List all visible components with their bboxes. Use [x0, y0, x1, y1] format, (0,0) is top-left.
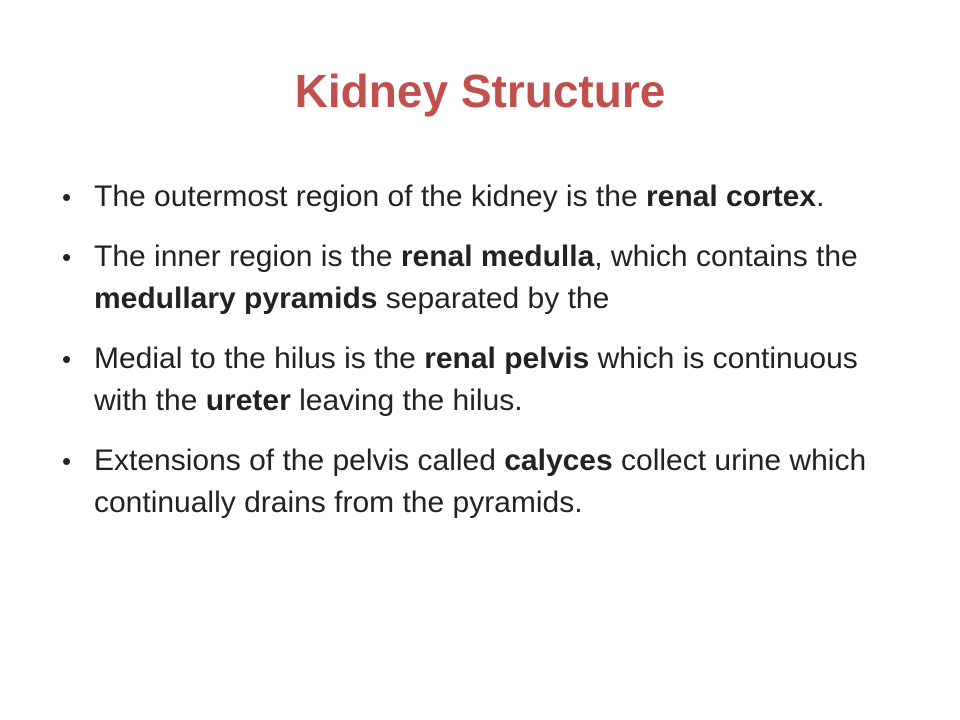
bullet-text: leaving the hilus.	[290, 384, 523, 417]
bullet-item	[58, 338, 918, 422]
bullet-text: collect urine which continually drains from the pyramids.	[94, 444, 867, 519]
bullet-text: , which contains the	[594, 240, 858, 273]
bold-term: renal cortex	[645, 180, 817, 213]
bullet-item	[58, 236, 918, 320]
bold-term: calyces	[504, 444, 613, 477]
bullet-text: The outermost region of the kidney is the	[94, 180, 646, 213]
bullet-item	[58, 176, 918, 218]
bold-term: medullary pyramids	[94, 282, 378, 315]
bold-term: renal medulla	[400, 240, 595, 273]
bullet-text: Medial to the hilus is the	[94, 342, 425, 375]
bullet-text: separated by the	[377, 282, 610, 315]
slide-title: Kidney Structure	[294, 65, 666, 117]
bullet-list	[58, 176, 918, 542]
bullet-icon: •	[62, 446, 72, 476]
bullet-icon: •	[62, 344, 72, 374]
bold-term: ureter	[205, 384, 291, 417]
bullet-text: .	[816, 180, 825, 213]
bold-term: renal pelvis	[424, 342, 590, 375]
bullet-icon: •	[62, 182, 72, 212]
bullet-text: Extensions of the pelvis called	[94, 444, 505, 477]
bullet-icon: •	[62, 242, 72, 272]
bullet-text: The inner region is the	[94, 240, 401, 273]
bullet-text: which is continuous with the	[94, 342, 858, 417]
bullet-item	[58, 440, 918, 524]
